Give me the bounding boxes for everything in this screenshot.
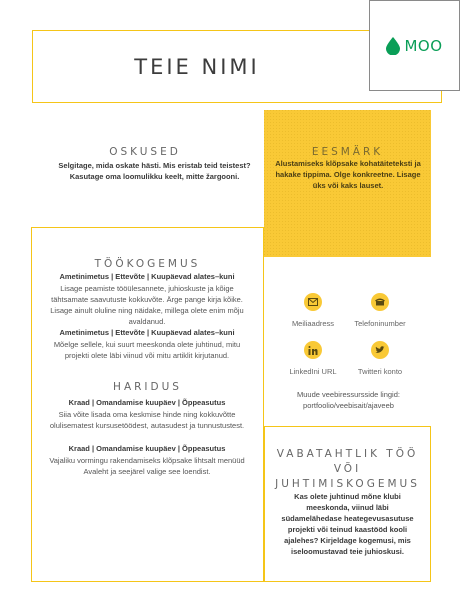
phone-icon <box>371 293 389 311</box>
linkedin-icon <box>304 341 322 359</box>
job-heading: Ametinimetus | Ettevõte | Kuupäevad alates–kuni <box>59 328 235 337</box>
twitter-label: Twitteri konto <box>357 367 403 376</box>
volunteer-text: Kas olete juhtinud mõne klubi meeskonda, viinud läbi südamelähedase heategevusasutuse projekti või teinud kaastööd kooli ajalehes? Kirjeldage kogemusi, mis iseloomustavad teie juhioskusi. <box>281 492 414 556</box>
objective-title: EESMÄRK <box>311 146 384 158</box>
twitter-icon <box>371 341 389 359</box>
education-heading: Kraad | Omandamise kuupäev | Õppeasutus <box>68 398 226 407</box>
drop-icon <box>386 37 400 55</box>
logo-text: MOO <box>404 36 443 55</box>
skills-title: OSKUSED <box>109 146 181 158</box>
objective-text: Alustamiseks klõpsake kohatäiteteksti ja hakake tippima. Olge konkreetne. Lisage üks või kaks lauset. <box>275 159 421 190</box>
experience-title: TÖÖKOGEMUS <box>94 258 201 270</box>
page-title: TEIE NIMI <box>134 54 260 79</box>
education-heading: Kraad | Omandamise kuupäev | Õppeasutus <box>68 444 226 453</box>
linkedin-label: LinkedIni URL <box>289 367 337 376</box>
moo-logo <box>369 0 460 91</box>
education-title: HARIDUS <box>113 381 182 393</box>
education-description: Vajaliku vormingu rakendamiseks klõpsake lihtsalt menüüd Avaleht ja seejärel valige see loendist. <box>49 456 245 476</box>
job-description: Mõelge sellele, kui suurt meeskonda olete juhtinud, mitu projekti olete läbi viinud või mitu artiklit kirjutanud. <box>53 340 241 360</box>
email-icon <box>304 293 322 311</box>
email-label: Meiliaadress <box>291 319 335 328</box>
volunteer-title: VABATAHTLIK TÖÖ VÕI JUHTIMISKOGEMUS <box>275 448 420 490</box>
phone-label: Telefoninumber <box>354 319 406 328</box>
other-links: Muude veebiressursside lingid: portfoolio/veebisait/ajaveeb <box>297 390 400 410</box>
skills-text: Selgitage, mida oskate hästi. Mis eristab teid teistest? Kasutage oma loomulikku keelt, mitte žargooni. <box>58 161 251 181</box>
job-description: Lisage peamiste tööülesannete, juhioskuste ja kõige tähtsamate saavutuste kokkuvõte. Ärge pange kirja kõike. Lisage ainult oluline ning näidake, millega olete enim mõju avaldanud. <box>50 284 244 326</box>
job-heading: Ametinimetus | Ettevõte | Kuupäevad alates–kuni <box>59 272 235 281</box>
education-description: Siia võite lisada oma keskmise hinde ning kokkuvõtte olulisematest kursusetöödest, autasudest ja tunnustustest. <box>49 410 245 430</box>
